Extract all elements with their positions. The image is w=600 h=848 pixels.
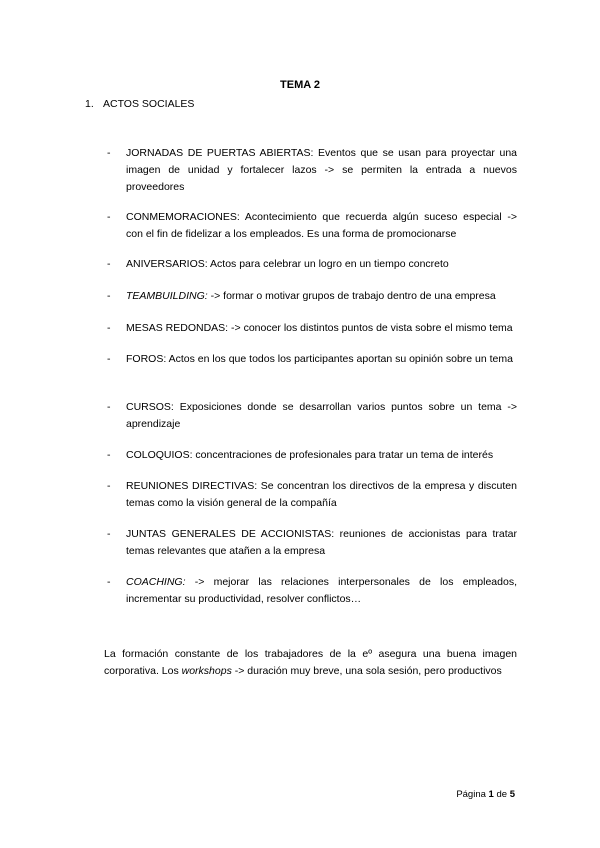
list-item-text (126, 320, 517, 337)
item-description: Acontecimiento que recuerda algún suceso especial -> con el fin de fidelizar a los empleados. Es una forma de promocionarse (126, 211, 517, 240)
item-description: reuniones de accionistas para tratar temas relevantes que atañen a la empresa (126, 528, 517, 557)
list-item-cursos (107, 399, 517, 433)
list-item-text (126, 351, 517, 368)
list-item-jornadas (107, 145, 517, 196)
footer-page-word: Página (456, 789, 486, 800)
item-term: JORNADAS DE PUERTAS ABIERTAS: (126, 147, 314, 159)
paragraph-text-before: La formación constante de los trabajadores de la eº asegura una buena imagen corporativa. Los (104, 648, 517, 677)
document-title: TEMA 2 (280, 79, 320, 91)
item-description: Eventos que se usan para proyectar una imagen de unidad y fortalecer lazos -> se permiten la entrada a nuevos proveedores (126, 147, 518, 193)
item-description: Exposiciones donde se desarrollan varios puntos sobre un tema -> aprendizaje (126, 401, 517, 430)
item-term: COACHING: (126, 576, 186, 588)
list-item-text (126, 288, 517, 305)
list-item-text (126, 574, 517, 608)
section-number: 1. (85, 98, 94, 110)
item-term: TEAMBUILDING: (126, 290, 208, 302)
list-dash: - (107, 211, 111, 223)
item-term: MESAS REDONDAS: (126, 322, 229, 334)
item-term: CURSOS: (126, 401, 174, 413)
list-item-text (126, 447, 517, 464)
item-term: COLOQUIOS: (126, 449, 193, 461)
list-dash: - (107, 480, 111, 492)
list-dash: - (107, 353, 111, 365)
list-item-juntas-generales (107, 526, 517, 560)
list-item-coloquios (107, 447, 517, 464)
page-footer (300, 786, 515, 803)
item-description: Se concentran los directivos de la empresa y discuten temas como la visión general de la compañía (126, 480, 517, 509)
item-description: Actos en los que todos los participantes aportan su opinión sobre un tema (166, 353, 513, 365)
list-item-mesas-redondas (107, 320, 517, 337)
item-description: Actos para celebrar un logro en un tiempo concreto (207, 258, 449, 270)
list-item-reuniones-directivas (107, 478, 517, 512)
list-dash: - (107, 576, 111, 588)
footer-total-pages: 5 (509, 789, 515, 800)
list-dash: - (107, 322, 111, 334)
list-dash: - (107, 449, 111, 461)
list-item-text (126, 478, 517, 512)
section-heading (85, 96, 194, 113)
list-item-teambuilding (107, 288, 517, 305)
list-item-foros (107, 351, 517, 368)
item-term: ANIVERSARIOS: (126, 258, 208, 270)
closing-paragraph (104, 646, 517, 680)
item-term: REUNIONES DIRECTIVAS: (126, 480, 258, 492)
section-heading-text: ACTOS SOCIALES (103, 98, 195, 110)
footer-of-word: de (496, 789, 508, 800)
list-item-text (126, 399, 517, 433)
list-dash: - (107, 401, 111, 413)
footer-current-page: 1 (488, 789, 494, 800)
item-term: JUNTAS GENERALES DE ACCIONISTAS: (126, 528, 335, 540)
list-item-text (126, 526, 517, 560)
list-item-text (126, 256, 517, 273)
list-item-aniversarios (107, 256, 517, 273)
list-item-coaching (107, 574, 517, 608)
item-term: CONMEMORACIONES: (126, 211, 240, 223)
list-dash: - (107, 147, 111, 159)
list-dash: - (107, 258, 111, 270)
paragraph-emphasis: workshops (181, 665, 232, 677)
list-item-text (126, 209, 517, 243)
item-term: FOROS: (126, 353, 167, 365)
paragraph-text-after: -> duración muy breve, una sola sesión, pero productivos (231, 665, 502, 677)
item-description: -> mejorar las relaciones interpersonales de los empleados, incrementar su productividad, resolver conflictos… (126, 576, 517, 605)
list-dash: - (107, 290, 111, 302)
item-description: -> conocer los distintos puntos de vista sobre el mismo tema (228, 322, 513, 334)
item-description: concentraciones de profesionales para tratar un tema de interés (192, 449, 494, 461)
item-description: -> formar o motivar grupos de trabajo dentro de una empresa (207, 290, 496, 302)
list-dash: - (107, 528, 111, 540)
list-item-conmemoraciones (107, 209, 517, 243)
list-item-text (126, 145, 517, 196)
